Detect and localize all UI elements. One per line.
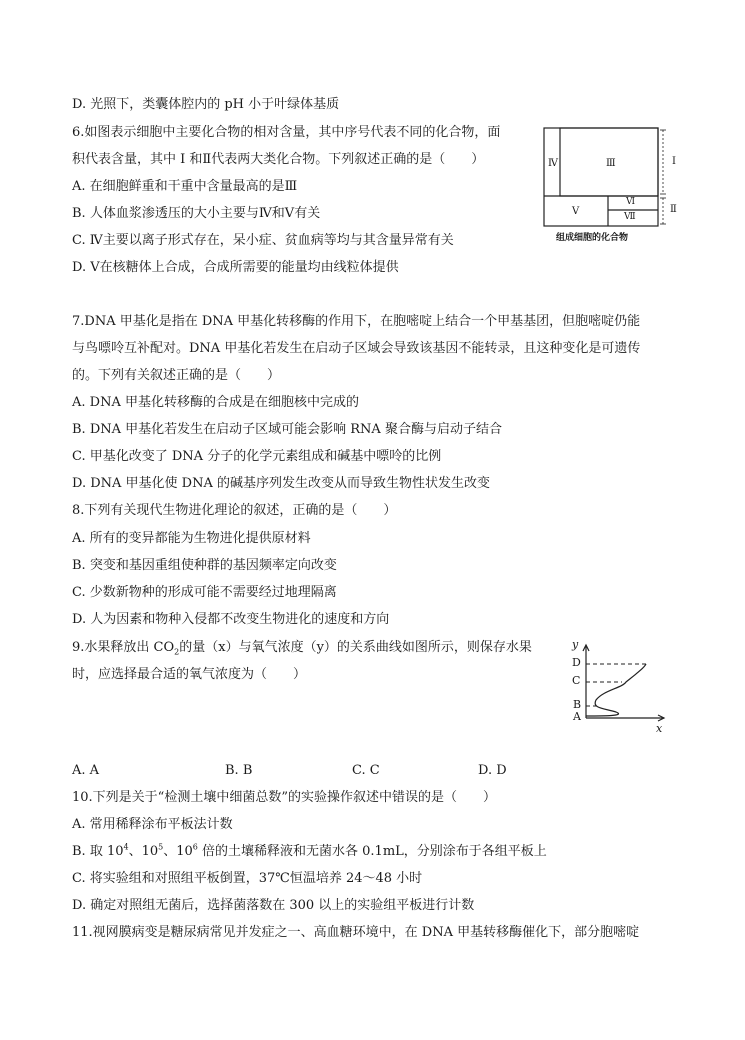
q6-stem-line-2: 积代表含量，其中 I 和Ⅱ代表两大类化合物。下列叙述正确的是（ ） [72, 152, 485, 167]
compound-area-diagram [540, 126, 688, 246]
q6-option-b: B. 人体血浆渗透压的大小主要与Ⅳ和Ⅴ有关 [72, 206, 321, 221]
q7-option-c: C. 甲基化改变了 DNA 分子的化学元素组成和碱基中嘌呤的比例 [72, 449, 442, 464]
q9-stem-line-2: 时，应选择最合适的氧气浓度为（ ） [72, 667, 307, 682]
prev-question-option-d: D. 光照下，类囊体腔内的 pH 小于叶绿体基质 [72, 97, 340, 112]
q10-b-sup3: 6 [192, 842, 198, 852]
q7-stem-line-2: 与鸟嘌呤互补配对。DNA 甲基化若发生在启动子区域会导致该基因不能转录，且这种变化是可遗传 [72, 341, 641, 356]
q9-stem-line-1 [72, 639, 532, 657]
label-iii: Ⅲ [606, 158, 616, 169]
q10-b-sup2: 5 [158, 842, 164, 852]
q10-stem: 10.下列是关于“检测土壤中细菌总数”的实验操作叙述中错误的是（ ） [72, 790, 496, 805]
q7-option-b: B. DNA 甲基化若发生在启动子区域可能会影响 RNA 聚合酶与启动子结合 [72, 422, 502, 437]
q9-stem-sub: 2 [174, 647, 180, 657]
q6-option-c: C. Ⅳ主要以离子形式存在，呆小症、贫血病等均与其含量异常有关 [72, 233, 454, 248]
diagram-caption: 组成细胞的化合物 [556, 233, 629, 243]
q10-option-c: C. 将实验组和对照组平板倒置，37℃恒温培养 24～48 小时 [72, 871, 423, 886]
q10-option-b [72, 843, 547, 861]
tick-c: C [572, 674, 581, 687]
q10-option-a: A. 常用稀释涂布平板法计数 [72, 817, 233, 832]
q7-stem-line-3: 的。下列有关叙述正确的是（ ） [72, 368, 281, 383]
label-ii: Ⅱ [670, 204, 677, 215]
q10-b-part2: 、10 [128, 844, 159, 859]
q9-stem-post: 的量（x）与氧气浓度（y）的关系曲线如图所示，则保存水果 [179, 640, 532, 655]
q10-option-d: D. 确定对照组无菌后，选择菌落数在 300 以上的实验组平板进行计数 [72, 898, 475, 913]
tick-a: A [573, 710, 581, 723]
q7-option-a: A. DNA 甲基化转移酶的合成是在细胞核中完成的 [72, 395, 359, 410]
q6-stem-line-1: 6.如图表示细胞中主要化合物的相对含量，其中序号代表不同的化合物，面 [72, 125, 501, 140]
q8-option-a: A. 所有的变异都能为生物进化提供原材料 [72, 531, 311, 546]
q8-stem: 8.下列有关现代生物进化理论的叙述，正确的是（ ） [72, 503, 397, 518]
q8-option-d: D. 人为因素和物种入侵都不改变生物进化的速度和方向 [72, 612, 390, 627]
q10-b-part4: 倍的土壤稀释液和无菌水各 0.1mL，分别涂布于各组平板上 [197, 844, 547, 859]
label-i: I [672, 156, 676, 167]
q9-option-b: B. B [225, 763, 253, 778]
label-vii: Ⅶ [624, 212, 636, 222]
q9-option-d: D. D [478, 763, 507, 778]
q10-b-part3: 、10 [163, 844, 193, 859]
q6-option-d: D. Ⅴ在核糖体上合成，合成所需要的能量均由线粒体提供 [72, 260, 399, 275]
label-vi: Ⅵ [626, 197, 636, 207]
q9-option-c: C. C [352, 763, 380, 778]
label-v: Ⅴ [572, 206, 580, 217]
q7-stem-line-1: 7.DNA 甲基化是指在 DNA 甲基化转移酶的作用下，在胞嘧啶上结合一个甲基基团，但胞嘧啶仍能 [72, 314, 641, 329]
y-axis-label: y [572, 638, 579, 651]
q10-b-sup1: 4 [123, 842, 129, 852]
q8-option-c: C. 少数新物种的形成可能不需要经过地理隔离 [72, 585, 337, 600]
label-iv: Ⅳ [548, 158, 558, 169]
q7-option-d: D. DNA 甲基化使 DNA 的碱基序列发生改变从而导致生物性状发生改变 [72, 476, 490, 491]
q9-option-a: A. A [72, 763, 100, 778]
q8-option-b: B. 突变和基因重组使种群的基因频率定向改变 [72, 558, 337, 573]
q9-stem-pre: 9.水果释放出 CO [72, 640, 175, 655]
x-axis-label: x [656, 722, 663, 735]
q6-option-a: A. 在细胞鲜重和干重中含量最高的是Ⅲ [72, 179, 298, 194]
tick-d: D [572, 656, 581, 669]
tick-b: B [573, 698, 582, 711]
q10-b-part1: B. 取 10 [72, 844, 124, 859]
oxygen-co2-curve-figure [560, 638, 672, 738]
q11-stem: 11.视网膜病变是糖尿病常见并发症之一、高血糖环境中，在 DNA 甲基转移酶催化下，部分胞嘧啶 [72, 925, 640, 940]
